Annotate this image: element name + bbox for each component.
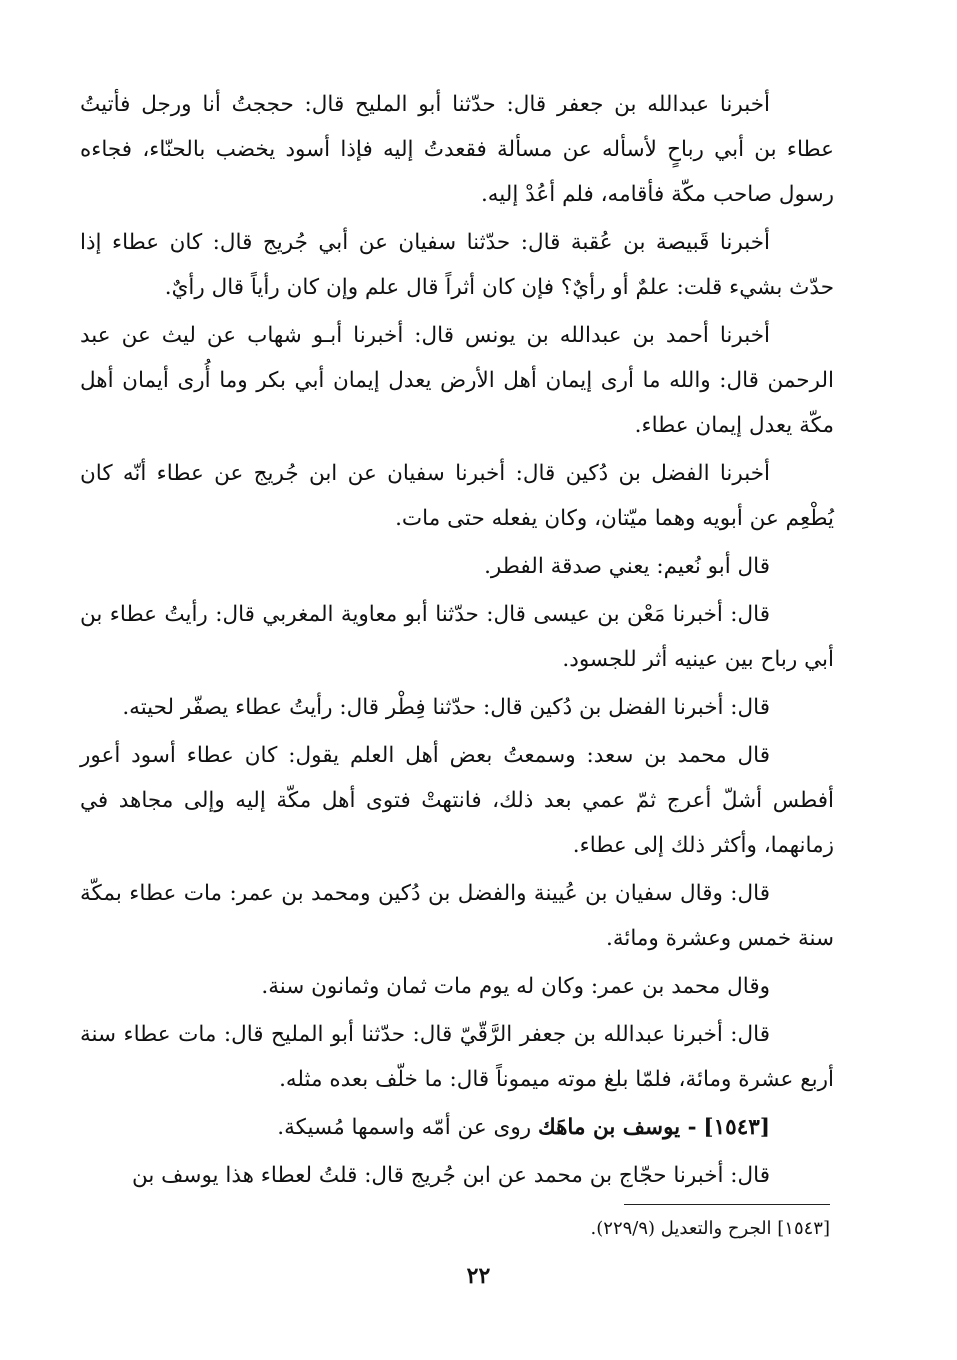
paragraph-3: أخبرنا أحمد بن عبدالله بن يونس قال: أخبرنا أبـو شهاب عن ليث عن عبد الرحمن قال: والله ما أرى إيمان أهل الأرض يعدل إيمان أبي بكر وما أُرى أيمان أهل مكّة يعدل إيمان عطاء. bbox=[80, 323, 834, 438]
paragraph-1: أخبرنا عبدالله بن جعفر قال: حدّثنا أبو المليح قال: حججتُ أنا ورجل فأتيتُ عطاء بن أبي رباحٍ لأسأله عن مسألة فقعدتُ إليه فإذا أسود يخضب بالحنّاء، فجاءه رسول صاحب مكّة فأقامه، فلم أعُدْ إليه. bbox=[80, 92, 834, 207]
paragraph-12: قال: أخبرنا حجّاج بن محمد عن ابن جُريج قال: قلتُ لعطاء هذا يوسف بن bbox=[131, 1163, 770, 1188]
paragraph-8: قال محمد بن سعد: وسمعتُ بعض أهل العلم يقول: كان عطاء أسود أعور أفطس أشلّ أعرج ثمّ عمي بعد ذلك، فانتهتْ فتوى أهل مكّة إليه وإلى مجاهد في زمانهما، وأكثر ذلك إلى عطاء. bbox=[80, 743, 834, 858]
page-number: ٢٢ bbox=[466, 1263, 491, 1289]
entry-heading bbox=[80, 1105, 834, 1150]
entry-text: روى عن أمّه واسمها مُسيكة. bbox=[277, 1115, 538, 1140]
paragraph-9: قال: وقال سفيان بن عُيينة والفضل بن دُكين ومحمد بن عمر: مات عطاء بمكّة سنة خمس وعشرة ومائة. bbox=[80, 881, 834, 951]
entry-number: [١٥٤٣] bbox=[703, 1115, 770, 1140]
paragraph-6: قال: أخبرنا مَعْن بن عيسى قال: حدّثنا أبو معاوية المغربي قال: رأيتُ عطاء بن أبي رباح بين عينيه أثر للجسود. bbox=[80, 602, 834, 672]
page-body bbox=[80, 82, 834, 1201]
paragraph-4: أخبرنا الفضل بن دُكين قال: أخبرنا سفيان عن ابن جُريج عن عطاء أنّه كان يُطْعِم عن أبويه وهما ميّتان، وكان يفعله حتى مات. bbox=[80, 461, 834, 531]
paragraph-7: قال: أخبرنا الفضل بن دُكين قال: حدّثنا فِطْر قال: رأيتُ عطاء يصفّر لحيته. bbox=[122, 695, 770, 720]
footnote: [١٥٤٣] الجرح والتعديل (٢٢٩/٩). bbox=[590, 1218, 830, 1239]
paragraph-5: قال أبو نُعيم: يعني صدقة الفطر. bbox=[484, 554, 770, 579]
paragraph-11: قال: أخبرنا عبدالله بن جعفر الرَّقّيّ قال: حدّثنا أبو المليح قال: مات عطاء سنة أربع عشرة ومائة، فلمّا بلغ موته ميموناً قال: ما خلّف بعده مثله. bbox=[80, 1022, 834, 1092]
entry-name: - يوسف بن ماهَك bbox=[537, 1115, 697, 1140]
footnote-divider bbox=[624, 1204, 830, 1205]
paragraph-2: أخبرنا قَبيصة بن عُقبة قال: حدّثنا سفيان عن أبي جُريج قال: كان عطاء إذا حدّث بشيء قلت: علمٌ أو رأيٌ؟ فإن كان أثراً قال علم وإن كان رأياً قال رأيٌ. bbox=[80, 230, 834, 300]
paragraph-10: وقال محمد بن عمر: وكان له يوم مات ثمان وثمانون سنة. bbox=[261, 974, 770, 999]
